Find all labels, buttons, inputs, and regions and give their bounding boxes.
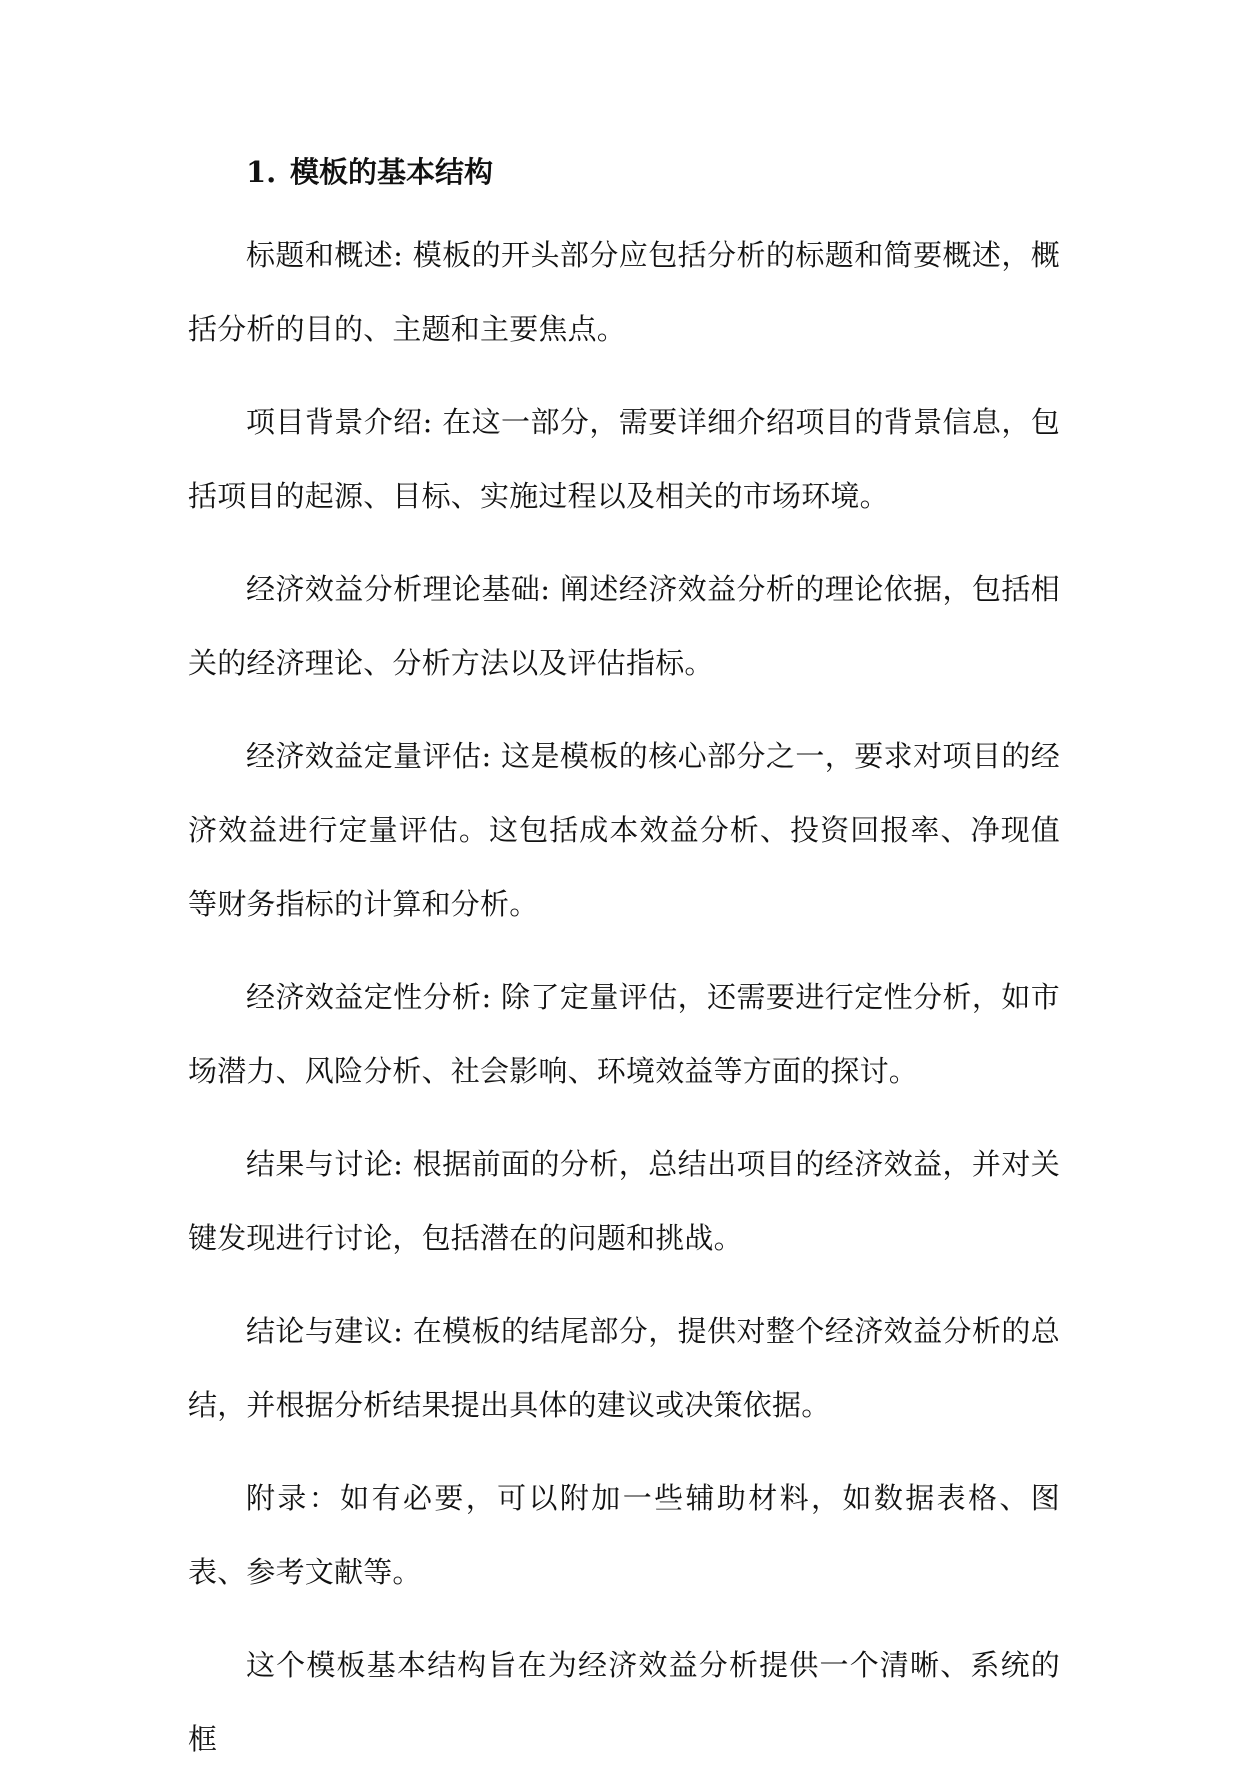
paragraph-appendix: 附录：如有必要，可以附加一些辅助材料，如数据表格、图表、参考文献等。 — [188, 1481, 1060, 1589]
paragraph-quantitative-evaluation: 经济效益定量评估: 这是模板的核心部分之一，要求对项目的经济效益进行定量评估。这包括成本效益分析、投资回报率、净现值等财务指标的计算和分析。 — [188, 739, 1060, 921]
section-number: 1. — [246, 155, 277, 189]
paragraph-qualitative-analysis: 经济效益定性分析: 除了定量评估，还需要进行定性分析，如市场潜力、风险分析、社会影响、环境效益等方面的探讨。 — [188, 980, 1060, 1088]
paragraph-theory-basis: 经济效益分析理论基础: 阐述经济效益分析的理论依据，包括相关的经济理论、分析方法以及评估指标。 — [188, 572, 1060, 680]
section-heading — [246, 146, 1060, 198]
paragraph-project-background: 项目背景介绍: 在这一部分，需要详细介绍项目的背景信息，包括项目的起源、目标、实施过程以及相关的市场环境。 — [188, 405, 1060, 513]
paragraph-results-discussion: 结果与讨论: 根据前面的分析，总结出项目的经济效益，并对关键发现进行讨论，包括潜在的问题和挑战。 — [188, 1147, 1060, 1255]
paragraph-title-overview: 标题和概述: 模板的开头部分应包括分析的标题和简要概述，概括分析的目的、主题和主要焦点。 — [188, 238, 1060, 346]
document-body — [188, 146, 1060, 1776]
section-title: 模板的基本结构 — [290, 155, 494, 189]
paragraph-summary: 这个模板基本结构旨在为经济效益分析提供一个清晰、系统的框 — [188, 1648, 1060, 1756]
paragraph-conclusion-suggestions: 结论与建议: 在模板的结尾部分，提供对整个经济效益分析的总结，并根据分析结果提出具体的建议或决策依据。 — [188, 1314, 1060, 1422]
